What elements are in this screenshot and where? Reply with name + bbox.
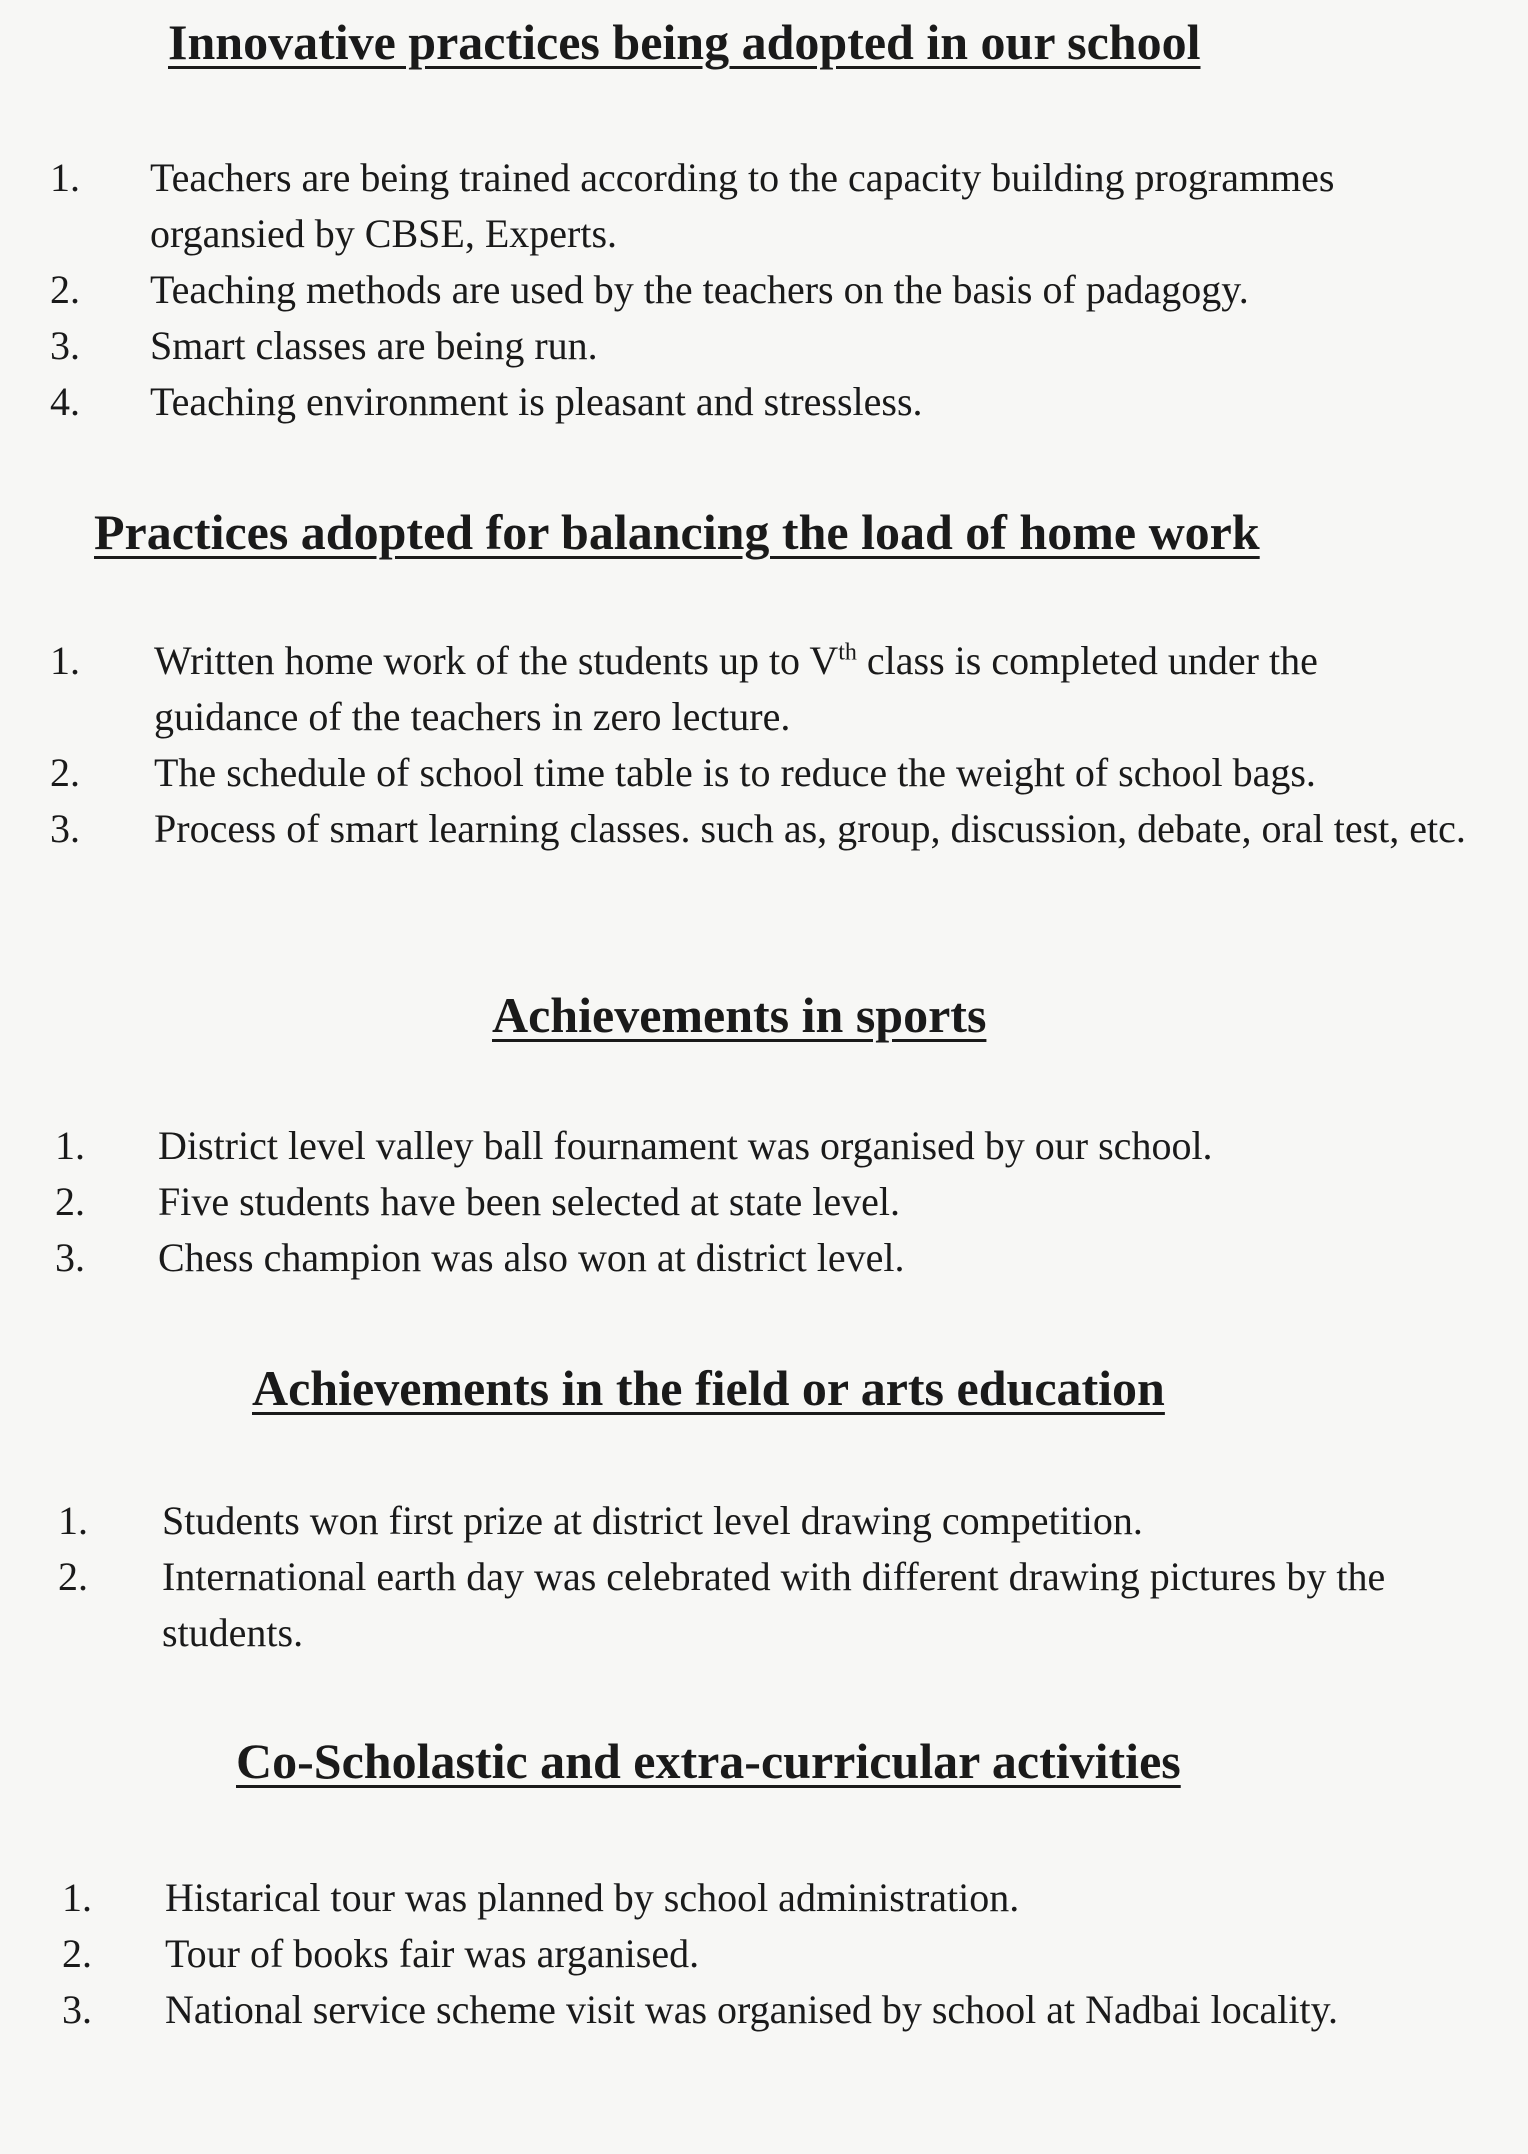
list-item-text: International earth day was celebrated with different drawing pictures by the students. — [162, 1554, 1386, 1655]
list-item — [62, 1870, 1482, 1926]
list-item-number: 2. — [62, 1931, 92, 1976]
list-item-number: 1. — [55, 1123, 85, 1168]
innovative-practices-list — [50, 150, 1470, 430]
section-title-arts-achievements: Achievements in the field or arts education — [252, 1360, 1165, 1416]
list-item-text-start: Written home work of the students up to V — [154, 638, 839, 683]
list-item-text: Teaching environment is pleasant and stressless. — [150, 379, 923, 424]
list-item-number: 3. — [50, 323, 80, 368]
list-item-text-end: class is completed under the guidance of the teachers in zero lecture. — [154, 638, 1318, 739]
list-item — [55, 1230, 1475, 1286]
list-item-number: 2. — [58, 1554, 88, 1599]
list-item-text: Chess champion was also won at district level. — [158, 1235, 905, 1280]
list-item-text: Smart classes are being run. — [150, 323, 598, 368]
list-item — [62, 1926, 1482, 1982]
list-item — [55, 1174, 1475, 1230]
list-item-number: 4. — [50, 379, 80, 424]
list-item-text: Tour of books fair was arganised. — [165, 1931, 700, 1976]
list-item — [50, 374, 1470, 430]
list-item — [58, 1549, 1518, 1661]
list-item-number: 2. — [55, 1179, 85, 1224]
list-item-number: 1. — [50, 638, 80, 683]
list-item — [50, 318, 1470, 374]
list-item-number: 2. — [50, 750, 80, 795]
co-scholastic-activities-list — [62, 1870, 1482, 2038]
list-item-number: 1. — [62, 1875, 92, 1920]
homework-load-list — [50, 633, 1470, 857]
list-item — [50, 745, 1470, 801]
section-title-innovative-practices: Innovative practices being adopted in our school — [168, 14, 1201, 70]
section-title-homework-load: Practices adopted for balancing the load of home work — [94, 504, 1260, 560]
section-title-co-scholastic-activities: Co-Scholastic and extra-curricular activities — [236, 1733, 1181, 1789]
list-item — [50, 801, 1470, 857]
list-item — [50, 262, 1470, 318]
list-item-text: Histarical tour was planned by school administration. — [165, 1875, 1020, 1920]
list-item — [62, 1982, 1482, 2038]
sports-achievements-list — [55, 1118, 1475, 1286]
list-item-number: 3. — [50, 806, 80, 851]
list-item — [58, 1493, 1518, 1549]
list-item — [55, 1118, 1475, 1174]
list-item-number: 3. — [55, 1235, 85, 1280]
section-title-sports-achievements: Achievements in sports — [492, 987, 987, 1043]
list-item-text: Five students have been selected at state level. — [158, 1179, 900, 1224]
list-item-text — [154, 633, 1470, 745]
list-item-number: 2. — [50, 267, 80, 312]
list-item-text: Teaching methods are used by the teachers on the basis of padagogy. — [150, 267, 1249, 312]
list-item-number: 3. — [62, 1987, 92, 2032]
list-item-text: District level valley ball fournament was organised by our school. — [158, 1123, 1213, 1168]
list-item — [50, 150, 1470, 262]
list-item-text: Process of smart learning classes. such as, group, discussion, debate, oral test, etc. — [154, 806, 1466, 851]
list-item-text: Students won first prize at district level drawing competition. — [162, 1498, 1143, 1543]
list-item-text: The schedule of school time table is to reduce the weight of school bags. — [154, 750, 1316, 795]
list-item-number: 1. — [50, 155, 80, 200]
arts-achievements-list — [58, 1493, 1518, 1661]
ordinal-suffix: th — [838, 639, 857, 666]
list-item — [50, 633, 1470, 745]
list-item-text: Teachers are being trained according to the capacity building programmes organsied by CBSE, Experts. — [150, 155, 1335, 256]
list-item-text: National service scheme visit was organised by school at Nadbai locality. — [165, 1987, 1339, 2032]
list-item-number: 1. — [58, 1498, 88, 1543]
